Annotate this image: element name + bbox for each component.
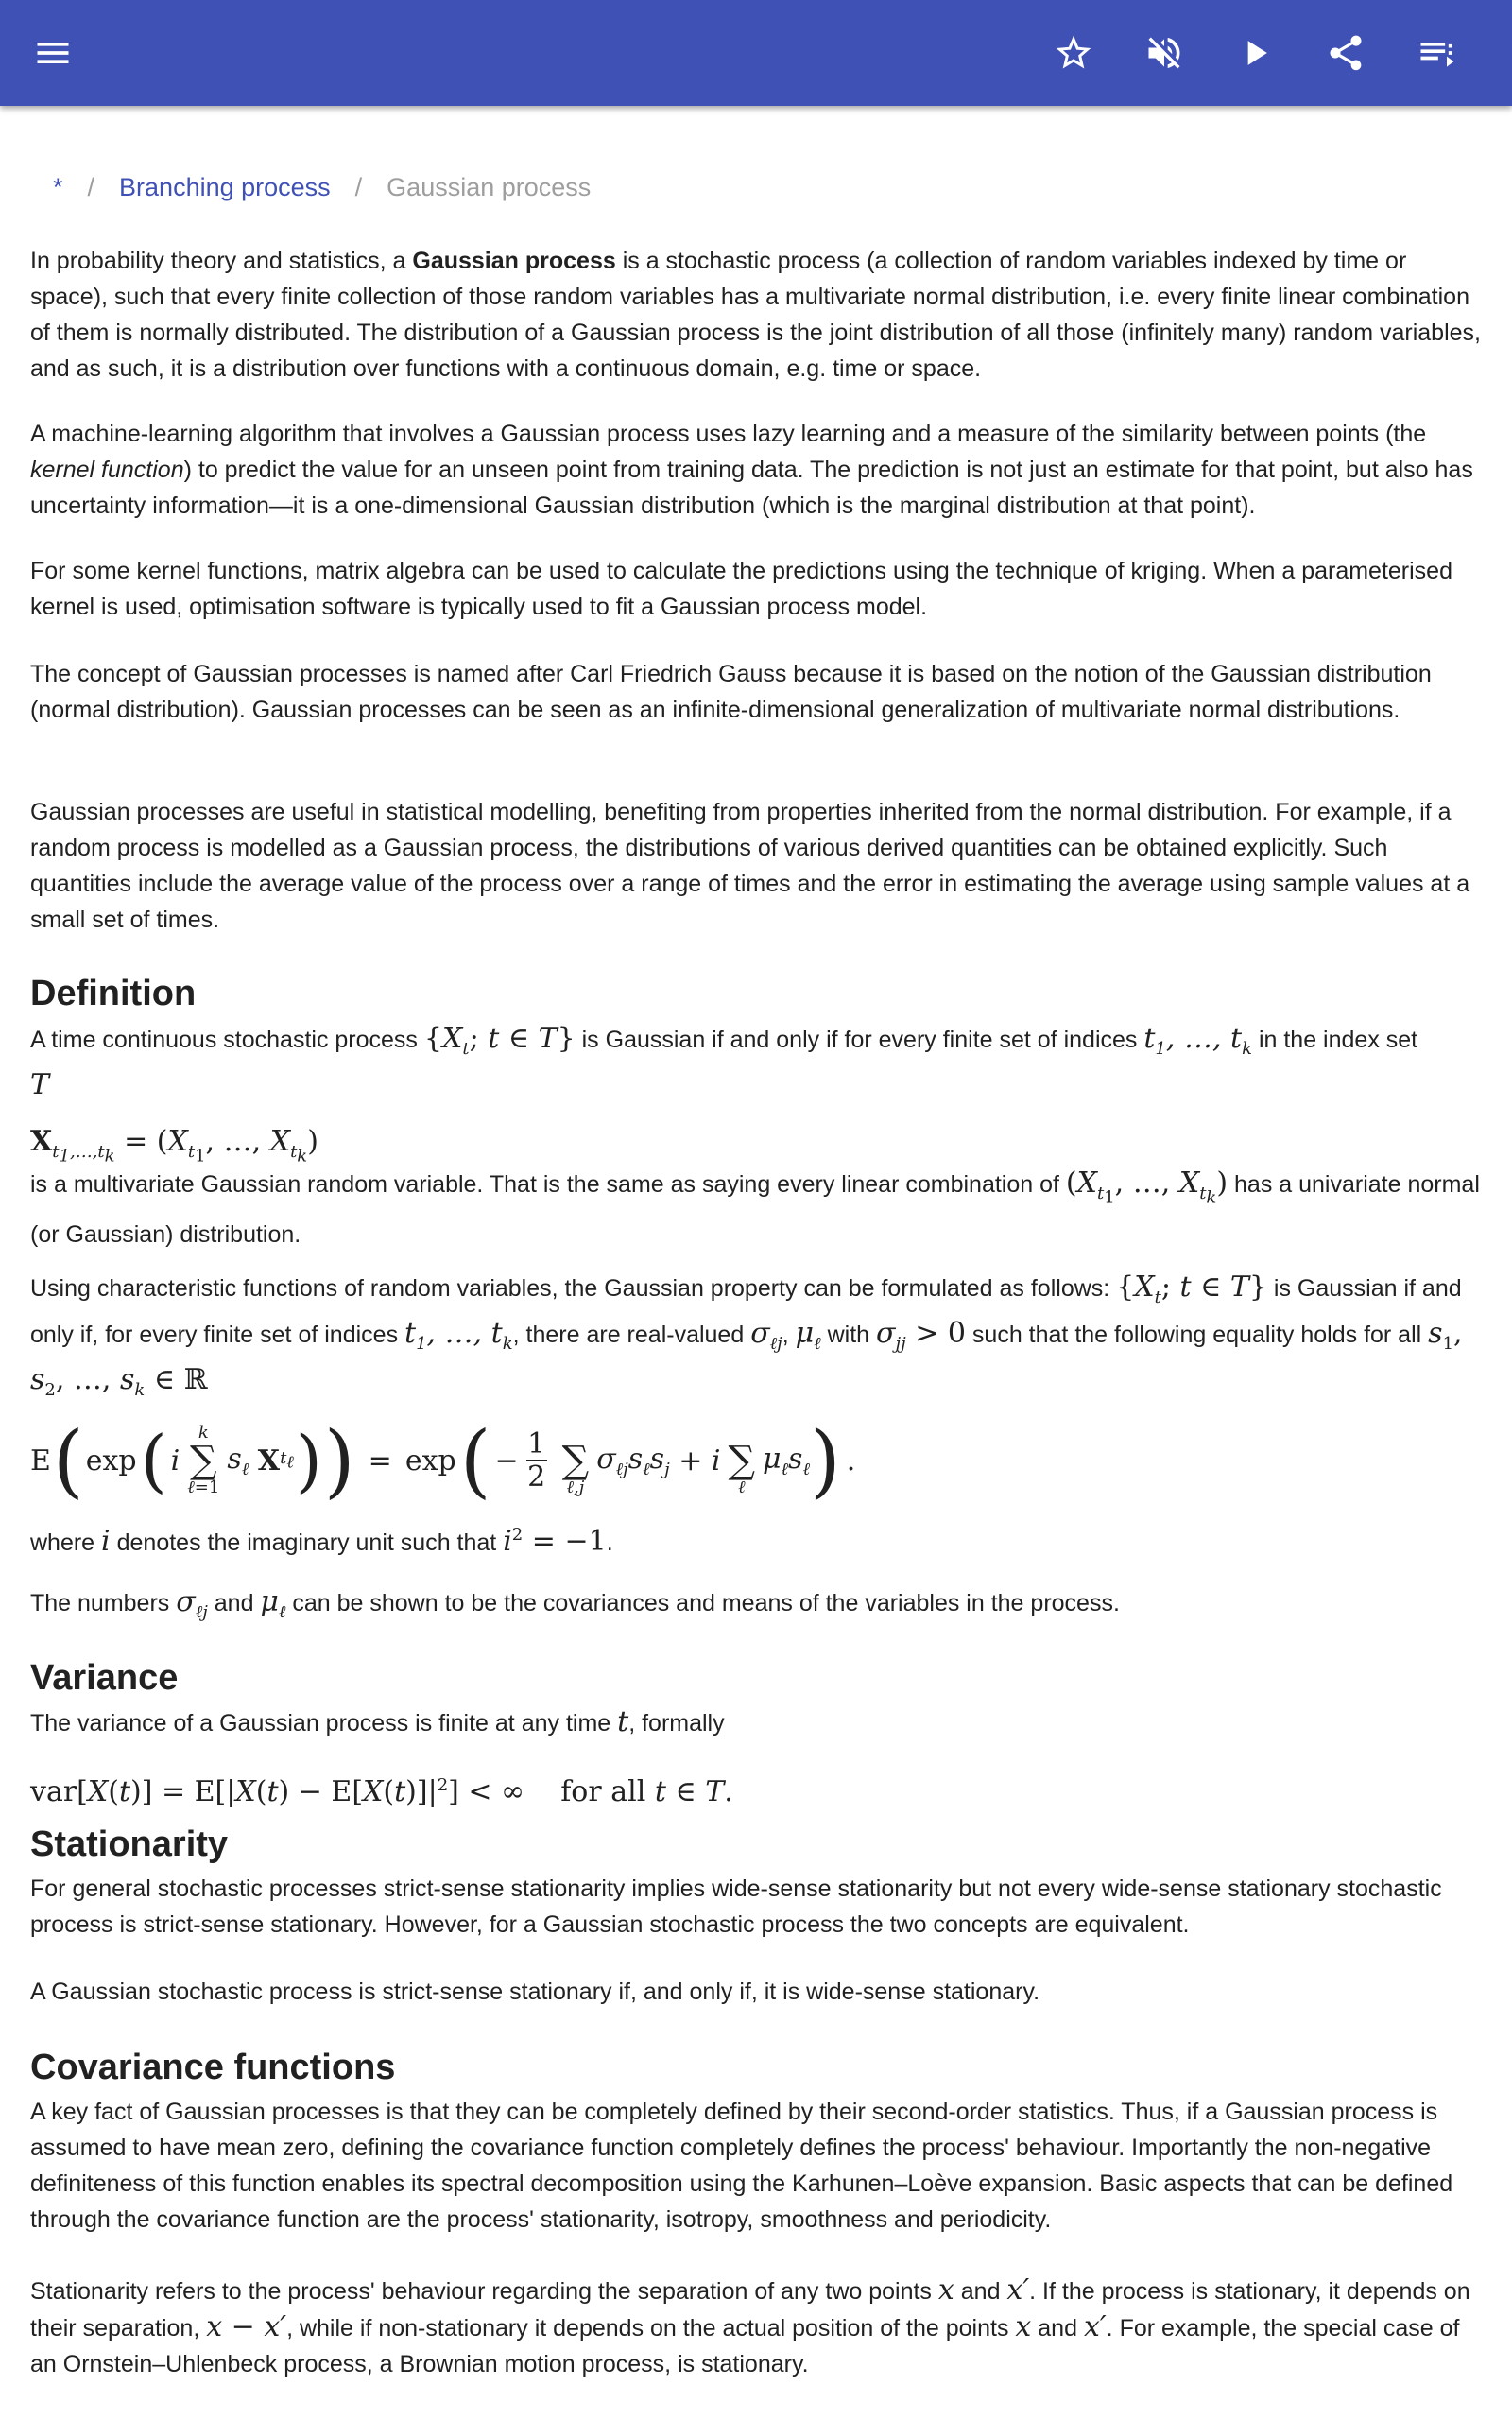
share-icon[interactable]: [1315, 23, 1376, 83]
variance-paragraph: The variance of a Gaussian process is finite at any time t, formally: [30, 1705, 725, 1738]
breadcrumb: [53, 168, 591, 206]
intro-paragraph-5: Gaussian processes are useful in statistical modelling, benefiting from properties inherited from the normal distribution. For example, if a random process is modelled as a Gaussian process, the distributions of various derived quantities can be obtained explicitly. Such quantities include the average value of the process over a range of times and the error in estimating the average using sample values at a small set of times.: [30, 799, 1470, 933]
covariance-paragraph-2: Stationarity refers to the process' behaviour regarding the separation of any two points x and x′. If the process is stationary, it depends on their separation, x − x′, while if non-stationary it depends on the actual position of the points x and x′. For example, the special case of an Ornstein–Uhlenbeck process, a Brownian motion process, is stationary.: [30, 2273, 1470, 2377]
breadcrumb-home[interactable]: *: [53, 173, 63, 201]
definition-heading-wrap: [30, 972, 1486, 1015]
variance-equation: $var[X(t)] = E[|X(t) - E[X(t)]|^2]$ < ∞ for all t ∈ T.: [30, 1775, 733, 1808]
definition-paragraph-5: The numbers $\sigma_{\ell j}$ and $\mu_\ell$ can be shown to be the covariances and means of the variables in the process.: [30, 1585, 1120, 1622]
playlist-icon[interactable]: [1406, 23, 1467, 83]
app-bar: [0, 0, 1512, 106]
section-heading-covariance-functions: Covariance functions: [30, 2048, 396, 2087]
definition-equation-vector: $X_{t_1,\dots,t_k} = (X_{t_1}$, …, $X_{t_k}$): [30, 1125, 318, 1167]
breadcrumb-separator: /: [354, 173, 363, 201]
intro-paragraph-3: For some kernel functions, matrix algebra can be used to calculate the predictions using the technique of kriging. When a parameterised kernel is used, optimisation software is typically used to fit a Gaussian process model.: [30, 558, 1452, 620]
stationarity-paragraph-2: A Gaussian stochastic process is strict-sense stationary if, and only if, it is wide-sense stationary.: [30, 1979, 1040, 2005]
intro-paragraph-2: A machine-learning algorithm that involves a Gaussian process uses lazy learning and a measure of the similarity between points (the kernel function) to predict the value for an unseen point from training data. The prediction is not just an estimate for that point, but also has uncertainty information—it is a one-dimensional Gaussian distribution (which is the marginal distribution at that point).: [30, 421, 1473, 519]
definition-paragraph-3: Using characteristic functions of random variables, the Gaussian property can be formulated as follows: {$X_t$; t ∈ T} is Gaussian if and only if, for every finite set of indices $t_1$, …, $t_k$, there are real-valued $\sigma_{\ell j}$, $\mu_\ell$ with $\sigma_{jj} > 0$ such that the following equality holds for all $s_1$, $s_2$, …, $s_k$ ∈ ℝ: [30, 1270, 1463, 1400]
variance-heading-wrap: [30, 1656, 1486, 1700]
stationarity-heading-wrap: [30, 1823, 1486, 1866]
term-gaussian-process: Gaussian process: [412, 248, 616, 274]
characteristic-function-equation: E ( exp ( i k ∑ ℓ=1 $s_\ell$ X $t_\ell$ ) ) = exp ( − 1 2 ∑ ℓ,j $\sigma_{\ell j}s_\ell s_j$ + i ∑ ℓ $\mu_\ell s_\ell$ ) .: [30, 1414, 856, 1507]
breadcrumb-separator: /: [87, 173, 95, 201]
definition-paragraph-4: where i denotes the imaginary unit such that $i^2 = -1$.: [30, 1525, 613, 1558]
breadcrumb-current: Gaussian process: [387, 173, 592, 201]
intro-paragraph-4: The concept of Gaussian processes is named after Carl Friedrich Gauss because it is based on the notion of the Gaussian distribution (normal distribution). Gaussian processes can be seen as an infinite-dimensional generalization of multivariate normal distributions.: [30, 661, 1432, 723]
covariance-heading-wrap: [30, 2046, 1486, 2089]
play-icon[interactable]: [1225, 23, 1285, 83]
section-heading-variance: Variance: [30, 1658, 179, 1698]
volume-off-icon[interactable]: [1134, 23, 1194, 83]
hamburger-menu-icon[interactable]: [23, 23, 83, 83]
section-heading-stationarity: Stationarity: [30, 1824, 229, 1864]
stationarity-paragraph-1: For general stochastic processes strict-sense stationarity implies wide-sense stationarity but not every wide-sense stationary stochastic process is strict-sense stationary. However, for a Gaussian stochastic process the two concepts are equivalent.: [30, 1876, 1442, 1938]
breadcrumb-parent[interactable]: Branching process: [119, 173, 331, 201]
section-heading-definition: Definition: [30, 974, 197, 1013]
star-outline-icon[interactable]: [1043, 23, 1104, 83]
covariance-paragraph-1: A key fact of Gaussian processes is that they can be completely defined by their second-order statistics. Thus, if a Gaussian process is assumed to have mean zero, defining the covariance function completely defines the process' behaviour. Importantly the non-negative definiteness of this function enables its spectral decomposition using the Karhunen–Loève expansion. Basic aspects that can be defined through the covariance function are the process' stationarity, isotropy, smoothness and periodicity.: [30, 2099, 1453, 2233]
definition-paragraph-2: is a multivariate Gaussian random variable. That is the same as saying every linear combination of ($X_{t_1}$, …, $X_{t_k}$) has a univariate normal (or Gaussian) distribution.: [30, 1167, 1480, 1248]
definition-paragraph-1: A time continuous stochastic process {$X_t$; t ∈ T} is Gaussian if and only if for every finite set of indices $t_1$, …, $t_k$ in the index set T: [30, 1022, 1418, 1101]
intro-paragraph-1: In probability theory and statistics, a Gaussian process is a stochastic process (a collection of random variables indexed by time or space), such that every finite collection of those random variables has a multivariate normal distribution, i.e. every finite linear combination of them is normally distributed. The distribution of a Gaussian process is the joint distribution of all those (infinitely many) random variables, and as such, it is a distribution over functions with a continuous domain, e.g. time or space.: [30, 248, 1481, 382]
